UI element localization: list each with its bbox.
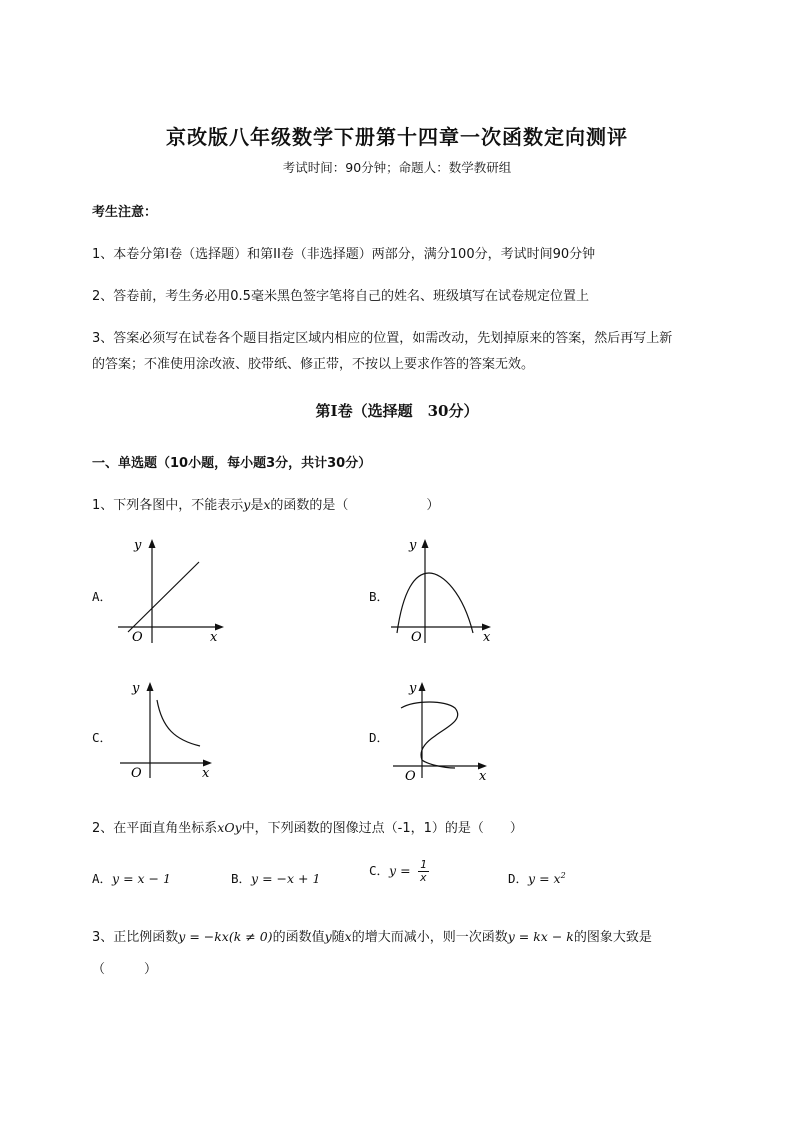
part-heading: 一、单选题（10小题，每小题3分，共计30分）: [92, 456, 372, 471]
q2-option-d-exponent: 2: [560, 870, 566, 880]
q2-option-a-expr: y = x − 1: [112, 871, 171, 886]
question-3: [92, 926, 652, 945]
q1-prefix: 1、下列各图中，不能表示: [92, 498, 244, 513]
y-axis-label: y: [132, 681, 140, 696]
q2-option-c-fraction: [418, 859, 429, 884]
q3-mid-3: 的增大而减小，则一次函数: [351, 930, 508, 945]
q2-option-d-expr: y = x: [528, 871, 561, 886]
q2-option-d: [508, 869, 566, 887]
q1-option-d-graph: [385, 678, 505, 788]
q1-suffix: 的函数的是（ ）: [270, 498, 440, 513]
y-axis-label: y: [409, 681, 417, 696]
q2-option-b-expr: y = −x + 1: [251, 871, 321, 886]
x-axis-label: x: [210, 630, 218, 645]
origin-label: O: [132, 630, 143, 645]
q3-answer-blank: （ ）: [92, 962, 158, 977]
q3-expr-2: y = kx − k: [507, 929, 574, 944]
q2-prefix: 2、在平面直角坐标系: [92, 821, 218, 836]
x-axis-label: x: [479, 769, 487, 784]
function-curve: [157, 700, 200, 746]
q1-option-a-graph: [110, 535, 230, 650]
origin-label: O: [405, 769, 416, 784]
q2-option-a-label: A．: [92, 871, 113, 886]
notice-item-1: 1、本卷分第I卷（选择题）和第II卷（非选择题）两部分，满分100分，考试时间90分钟: [92, 247, 596, 262]
function-curve: [128, 562, 199, 632]
y-axis-arrow: [147, 682, 154, 691]
origin-label: O: [411, 630, 422, 645]
q3-expr-1: y = −kx(k ≠ 0): [178, 929, 273, 944]
q1-var-x: x: [263, 497, 271, 512]
origin-label: O: [131, 766, 142, 781]
q1-option-c-label: C．: [92, 730, 113, 745]
q1-var-y: y: [243, 497, 251, 512]
q1-option-b-label: B．: [369, 589, 390, 604]
y-axis-arrow: [419, 682, 426, 691]
fraction-denominator: x: [420, 871, 427, 884]
q2-option-b-label: B．: [231, 871, 252, 886]
page-title: 京改版八年级数学下册第十四章一次函数定向测评: [166, 125, 628, 149]
q3-var-x: x: [344, 929, 352, 944]
q2-option-c-label: C．: [369, 863, 390, 878]
function-curve: [401, 702, 458, 768]
q2-option-c-lhs: y =: [389, 863, 411, 878]
q3-mid-1: 的函数值: [272, 930, 325, 945]
q3-suffix: 的图象大致是: [573, 930, 652, 945]
q1-option-c-graph: [110, 678, 230, 788]
q3-mid-2: 随: [331, 930, 345, 945]
y-axis-arrow: [422, 539, 429, 548]
y-axis-label: y: [134, 538, 142, 553]
notice-item-3: 3、答案必须写在试卷各个题目指定区域内相应的位置，如需改动，先划掉原来的答案，然后再写上新: [92, 331, 673, 346]
function-curve: [397, 573, 473, 633]
q2-option-a: [92, 869, 171, 887]
notice-heading: 考生注意：: [92, 205, 158, 220]
q1-option-d-label: D．: [369, 730, 390, 745]
fraction-numerator: 1: [420, 858, 427, 871]
question-1: [92, 494, 439, 513]
q3-var-y: y: [324, 929, 332, 944]
q1-option-a-label: A．: [92, 589, 113, 604]
q1-middle: 是: [250, 498, 264, 513]
x-axis-label: x: [483, 630, 491, 645]
x-axis-label: x: [202, 766, 210, 781]
notice-item-3-cont: 的答案；不准使用涂改液、胶带纸、修正带，不按以上要求作答的答案无效。: [92, 357, 535, 372]
y-axis-arrow: [149, 539, 156, 548]
q2-option-d-label: D．: [508, 871, 529, 886]
y-axis-label: y: [409, 538, 417, 553]
q1-option-b-graph: [385, 535, 505, 650]
q2-suffix: 中，下列函数的图像过点（-1，1）的是（ ）: [241, 821, 523, 836]
q3-prefix: 3、正比例函数: [92, 930, 179, 945]
notice-item-2: 2、答卷前，考生务必用0.5毫米黑色签字笔将自己的姓名、班级填写在试卷规定位置上: [92, 289, 589, 304]
q2-option-c: [369, 859, 429, 884]
section-title: 第I卷（选择题 30分）: [315, 402, 479, 420]
q2-option-b: [231, 869, 320, 887]
question-2: [92, 817, 523, 836]
q2-var-xoy: xOy: [217, 820, 242, 835]
page-subtitle: 考试时间：90分钟；命题人：数学教研组: [282, 160, 512, 175]
